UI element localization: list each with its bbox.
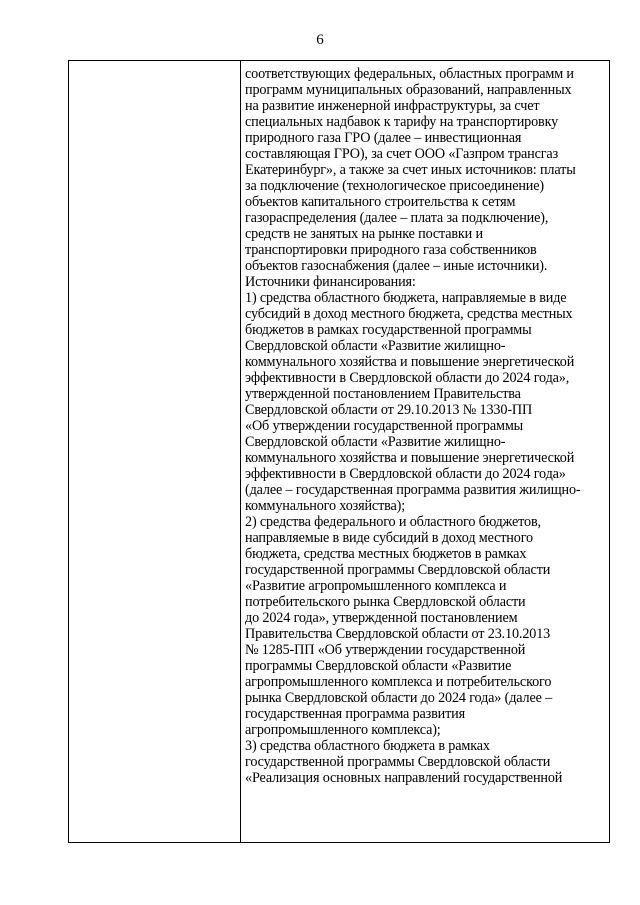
text-line: составляющая ГРО), за счет ООО «Газпром трансгаз: [245, 146, 559, 162]
text-line: соответствующих федеральных, областных программ и: [245, 66, 574, 82]
text-line: Свердловской области «Развитие жилищно-: [245, 338, 506, 354]
text-line: потребительского рынка Свердловской области: [245, 594, 526, 610]
text-line: программы Свердловской области «Развитие: [245, 658, 512, 674]
text-line: агропромышленного комплекса и потребительского: [245, 674, 552, 690]
text-line: государственная программа развития: [245, 706, 465, 722]
text-line: коммунального хозяйства и повышение энергетической: [245, 450, 575, 466]
text-line: программ муниципальных образований, направленных: [245, 82, 572, 98]
text-line: 1) средства областного бюджета, направляемые в виде: [245, 290, 567, 306]
text-line: направляемые в виде субсидий в доход местного: [245, 530, 533, 546]
text-line: коммунального хозяйства и повышение энергетической: [245, 354, 575, 370]
text-line: средств не занятых на рынке поставки и: [245, 226, 483, 242]
text-line: агропромышленного комплекса);: [245, 722, 441, 738]
text-line: газораспределения (далее – плата за подключение),: [245, 210, 549, 226]
text-line: рынка Свердловской области до 2024 года» (далее –: [245, 690, 553, 706]
text-line: бюджета, средства местных бюджетов в рамках: [245, 546, 527, 562]
text-line: субсидий в доход местного бюджета, средства местных: [245, 306, 573, 322]
text-line: объектов капитального строительства к сетям: [245, 194, 516, 210]
text-line: на развитие инженерной инфраструктуры, за счет: [245, 98, 540, 114]
text-line: утвержденной постановлением Правительства: [245, 386, 521, 402]
text-line: эффективности в Свердловской области до 2024 года»,: [245, 370, 570, 386]
text-line: «Развитие агропромышленного комплекса и: [245, 578, 507, 594]
text-line: Екатеринбург», а также за счет иных источников: платы: [245, 162, 576, 178]
column-divider: [240, 61, 241, 842]
document-table: [68, 60, 610, 843]
text-line: за подключение (технологическое присоединение): [245, 178, 544, 194]
text-line: транспортировки природного газа собственников: [245, 242, 537, 258]
text-line: объектов газоснабжения (далее – иные источники).: [245, 258, 548, 274]
text-line: до 2024 года», утвержденной постановлением: [245, 610, 518, 626]
text-line: «Об утверждении государственной программы: [245, 418, 524, 434]
text-line: Свердловской области от 29.10.2013 № 1330-ПП: [245, 402, 533, 418]
text-line: «Реализация основных направлений государственной: [245, 770, 563, 786]
text-line: (далее – государственная программа развития жилищно-: [245, 482, 581, 498]
text-line: Правительства Свердловской области от 23.10.2013: [245, 626, 551, 642]
text-line: государственной программы Свердловской области: [245, 754, 551, 770]
text-line: 2) средства федерального и областного бюджетов,: [245, 514, 541, 530]
page-number: 6: [316, 32, 324, 48]
text-line: природного газа ГРО (далее – инвестиционная: [245, 130, 522, 146]
text-line: специальных надбавок к тарифу на транспортировку: [245, 114, 559, 130]
text-line: бюджетов в рамках государственной программы: [245, 322, 532, 338]
table-cell-right: [245, 66, 610, 786]
text-line: эффективности в Свердловской области до 2024 года»: [245, 466, 566, 482]
text-line: 3) средства областного бюджета в рамках: [245, 738, 490, 754]
text-line: № 1285-ПП «Об утверждении государственной: [245, 642, 526, 658]
text-line: Свердловской области «Развитие жилищно-: [245, 434, 506, 450]
text-line: коммунального хозяйства);: [245, 498, 405, 514]
text-line: Источники финансирования:: [245, 274, 416, 290]
text-line: государственной программы Свердловской области: [245, 562, 551, 578]
